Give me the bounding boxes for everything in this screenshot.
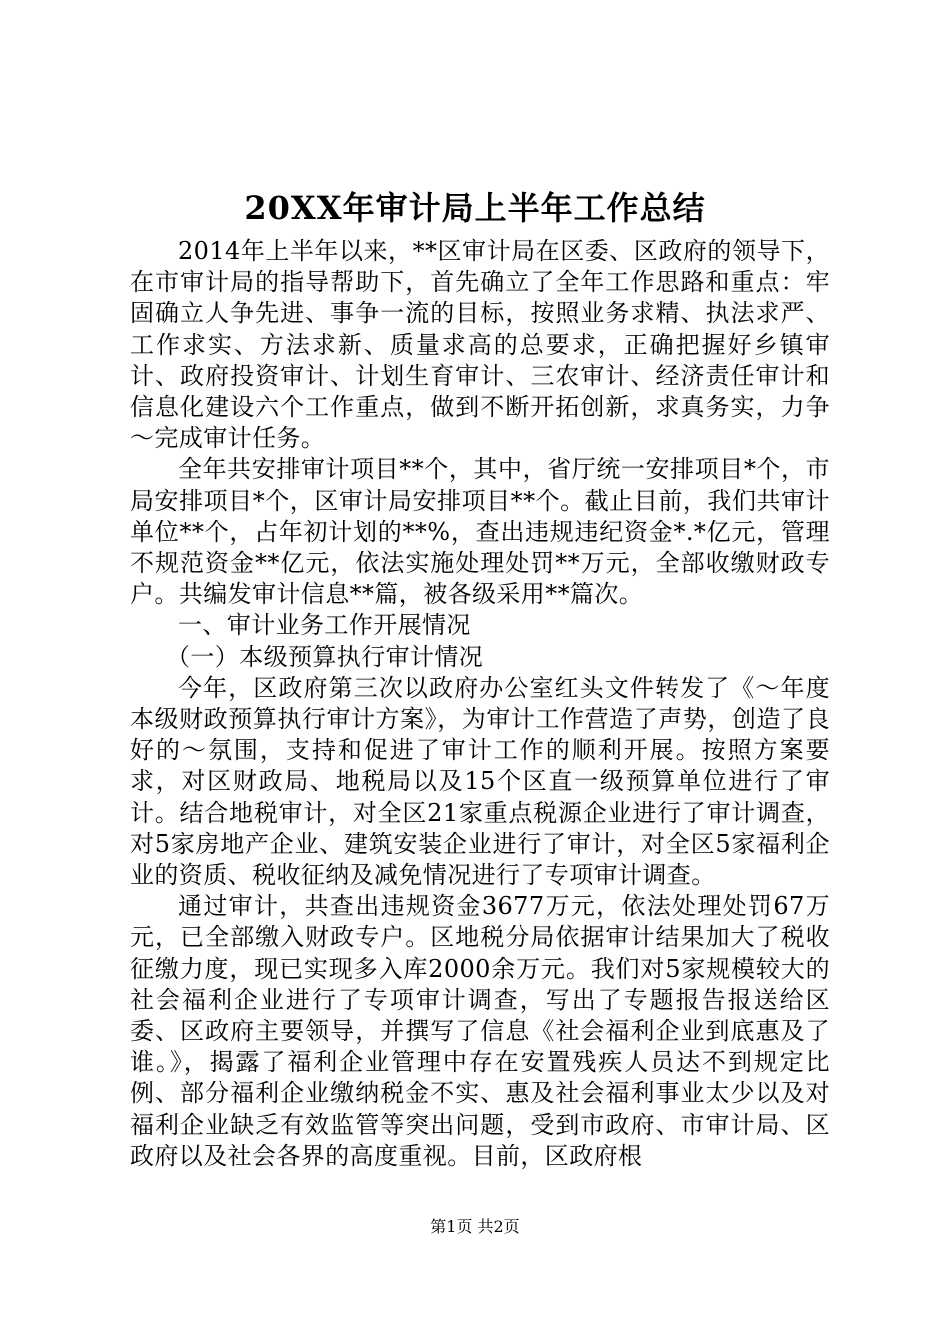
paragraph-intro: 2014年上半年以来，**区审计局在区委、区政府的领导下，在市审计局的指导帮助下，首先确立了全年工作思路和重点：牢固确立人争先进、事争一流的目标，按照业务求精、执法求严、工作求实、方法求新、质量求高的总要求，正确把握好乡镇审计、政府投资审计、计划生育审计、三农审计、经济责任审计和信息化建设六个工作重点，做到不断开拓创新，求真务实，力争～完成审计任务。 bbox=[130, 237, 830, 453]
paragraph-audit-results: 通过审计，共查出违规资金3677万元，依法处理处罚67万元，已全部缴入财政专户。区地税分局依据审计结果加大了税收征缴力度，现已实现多入库2000余万元。我们对5家规模较大的社会福利企业进行了专项审计调查，写出了专题报告报送给区委、区政府主要领导，并撰写了信息《社会福利企业到底惠及了谁。》，揭露了福利企业管理中存在安置残疾人员达不到规定比例、部分福利企业缴纳税金不实、惠及社会福利事业太少以及对福利企业缺乏有效监管等突出问题，受到市政府、市审计局、区政府以及社会各界的高度重视。目前，区政府根 bbox=[130, 892, 830, 1170]
paragraph-budget-audit: 今年，区政府第三次以政府办公室红头文件转发了《～年度本级财政预算执行审计方案》，为审计工作营造了声势，创造了良好的～氛围，支持和促进了审计工作的顺利开展。按照方案要求，对区财政局、地税局以及15个区直一级预算单位进行了审计。结合地税审计，对全区21家重点税源企业进行了审计调查，对5家房地产企业、建筑安装企业进行了审计，对全区5家福利企业的资质、税收征纳及减免情况进行了专项审计调查。 bbox=[130, 673, 830, 890]
section-heading: 一、审计业务工作开展情况 bbox=[178, 611, 471, 640]
document-title: 20XX年审计局上半年工作总结 bbox=[244, 189, 706, 227]
paragraph-summary: 全年共安排审计项目**个，其中，省厅统一安排项目*个，市局安排项目*个，区审计局安排项目**个。截止目前，我们共审计单位**个，占年初计划的**%，查出违规违纪资金*.*亿元，管理不规范资金**亿元，依法实施处理处罚**万元，全部收缴财政专户。共编发审计信息**篇，被各级采用**篇次。 bbox=[130, 455, 830, 609]
page-footer: 第1页 共2页 bbox=[430, 1217, 520, 1236]
document-body bbox=[130, 236, 830, 1172]
subsection-heading: （一）本级预算执行审计情况 bbox=[166, 642, 484, 671]
